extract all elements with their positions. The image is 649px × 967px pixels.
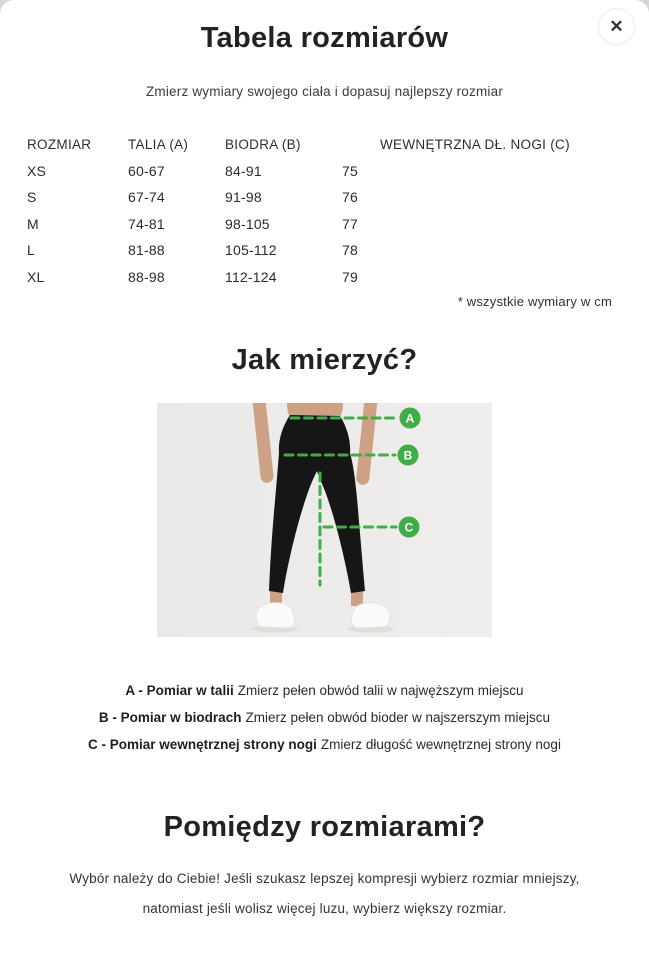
- cell-talia: 74-81: [128, 215, 165, 232]
- cell-size: S: [27, 189, 37, 206]
- measurement-figure: [157, 403, 492, 637]
- cell-talia: 60-67: [128, 162, 165, 179]
- cell-biodra: 112-124: [225, 268, 277, 285]
- left-shoe: [256, 603, 295, 628]
- measure-item-a: [0, 677, 649, 704]
- between-sizes-title: Pomiędzy rozmiarami?: [163, 811, 486, 843]
- right-shoe: [352, 603, 391, 628]
- between-sizes-text: Wybór należy do Ciebie! Jeśli szukasz lepszej kompresji wybierz rozmiar mniejszy, natomiast jeśli wolisz więcej luzu, wybierz większy rozmiar.: [69, 871, 580, 916]
- measure-item-a-text: Zmierz pełen obwód talii w najwęższym miejscu: [237, 683, 524, 698]
- size-table-header-talia: TALIA (A): [128, 136, 189, 152]
- measure-item-b-text: Zmierz pełen obwód bioder w najszerszym miejscu: [245, 710, 551, 725]
- cell-talia: 81-88: [128, 242, 165, 259]
- marker-a-letter: A: [405, 411, 415, 426]
- measure-descriptions: [0, 677, 649, 758]
- measure-item-c-text: Zmierz długość wewnętrznej strony nogi: [320, 737, 561, 752]
- marker-c-letter: C: [404, 520, 414, 535]
- marker-b-letter: B: [403, 448, 413, 463]
- measure-item-b: [0, 704, 649, 731]
- cell-nogi: 78: [342, 242, 358, 259]
- measure-item-c-label: C - Pomiar wewnętrznej strony nogi: [88, 737, 317, 752]
- close-button[interactable]: [598, 8, 635, 45]
- size-table: [27, 131, 623, 290]
- cell-biodra: 98-105: [225, 215, 270, 232]
- page-title: Tabela rozmiarów: [200, 22, 449, 54]
- cell-biodra: 84-91: [225, 162, 262, 179]
- cell-size: L: [27, 242, 35, 259]
- cell-nogi: 77: [342, 215, 358, 232]
- cell-size: M: [27, 215, 39, 232]
- measure-item-b-label: B - Pomiar w biodrach: [98, 710, 242, 725]
- size-table-header-nogi: WEWNĘTRZNA DŁ. NOGI (C): [380, 136, 570, 152]
- measure-item-a-label: A - Pomiar w talii: [125, 683, 234, 698]
- measure-item-c: [0, 731, 649, 758]
- cell-size: XS: [27, 162, 47, 179]
- units-note: * wszystkie wymiary w cm: [457, 294, 612, 309]
- how-to-measure-title: Jak mierzyć?: [231, 344, 418, 376]
- modal-subtitle: Zmierz wymiary swojego ciała i dopasuj najlepszy rozmiar: [145, 84, 504, 99]
- cell-biodra: 105-112: [225, 242, 277, 259]
- cell-nogi: 75: [342, 162, 358, 179]
- legs-photo: [157, 403, 492, 637]
- cell-nogi: 79: [342, 268, 358, 285]
- size-table-header-biodra: BIODRA (B): [225, 136, 301, 152]
- cell-nogi: 76: [342, 189, 358, 206]
- cell-biodra: 91-98: [225, 189, 262, 206]
- size-table-header-rozmiar: ROZMIAR: [27, 136, 92, 152]
- cell-talia: 67-74: [128, 189, 165, 206]
- cell-size: XL: [27, 268, 45, 285]
- close-icon: ✕: [609, 16, 624, 36]
- cell-talia: 88-98: [128, 268, 165, 285]
